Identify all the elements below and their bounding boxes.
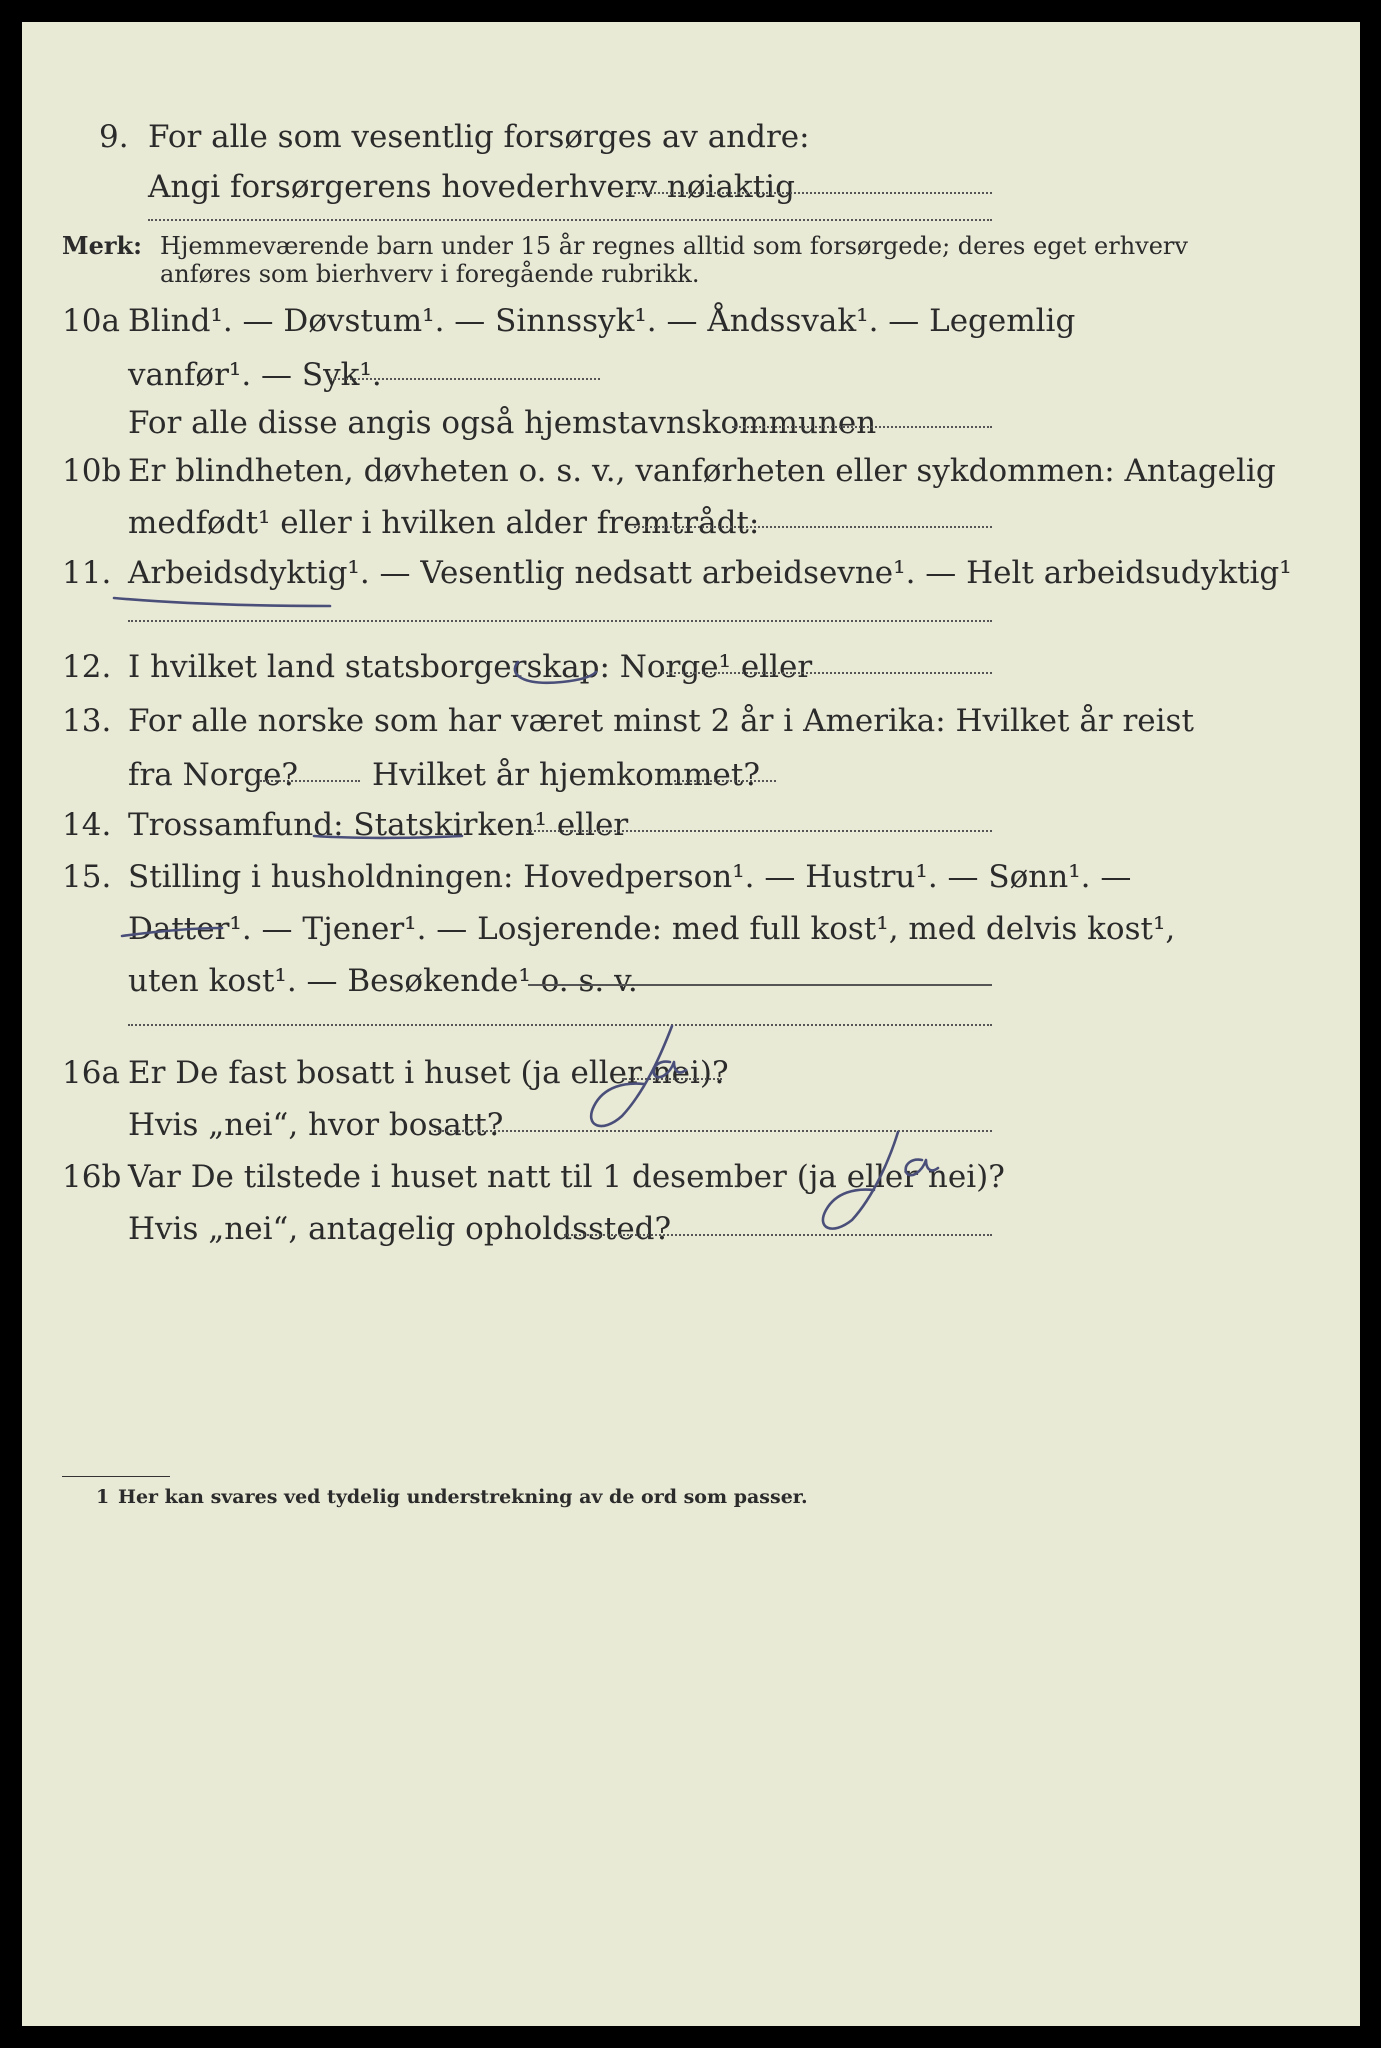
q9-answer-line-2	[148, 219, 992, 221]
q11-answer-line	[128, 620, 992, 622]
q11-number: 11.	[62, 555, 112, 591]
q12-line1: I hvilket land statsborgerskap: Norge¹ eller	[128, 649, 813, 685]
q13-line2a: fra Norge?	[128, 757, 299, 793]
q9-line1: For alle som vesentlig forsørges av andre:	[148, 119, 810, 155]
merk-line2: anføres som bierhverv i foregående rubrikk.	[160, 260, 700, 288]
merk-line1: Hjemmeværende barn under 15 år regnes alltid som forsørgede; deres eget erhverv	[160, 232, 1188, 260]
q16b-line1: Var De tilstede i huset natt til 1 desember (ja eller nei)?	[128, 1159, 1005, 1195]
q13-line2b: Hvilket år hjemkommet?	[372, 757, 760, 793]
q10a-number: 10a	[62, 303, 120, 339]
underline-arbeidsdyktig	[114, 598, 330, 606]
q16a-line1: Er De fast bosatt i huset (ja eller nei)?	[128, 1055, 729, 1091]
q10a-answer-line	[330, 378, 600, 380]
q9-number: 9.	[99, 119, 129, 155]
q10a-line3: For alle disse angis også hjemstavnskommunen	[128, 405, 877, 441]
q16b-line2: Hvis „nei“, antagelig opholdssted?	[128, 1211, 672, 1247]
merk-label: Merk:	[62, 231, 142, 260]
q11-line1: Arbeidsdyktig¹. — Vesentlig nedsatt arbeidsevne¹. — Helt arbeidsudyktig¹	[128, 555, 1292, 591]
q16b-number: 16b	[62, 1159, 122, 1195]
q13-hjemkommet-line	[674, 780, 776, 782]
footnote-mark: 1	[96, 1486, 110, 1508]
q10a-hjemstavn-line	[732, 426, 992, 428]
q10b-number: 10b	[62, 453, 122, 489]
q16a-bosatt-line	[434, 1130, 992, 1132]
q15-answer-line-2	[128, 1024, 992, 1026]
q13-number: 13.	[62, 703, 112, 739]
q16a-number: 16a	[62, 1055, 120, 1091]
q16b-opholdssted-line	[564, 1234, 992, 1236]
census-form-page	[22, 22, 1360, 2026]
q12-number: 12.	[62, 649, 112, 685]
q13-reist-line	[260, 780, 360, 782]
q15-number: 15.	[62, 859, 112, 895]
q10b-answer-line	[634, 526, 992, 528]
q15-line2: Datter¹. — Tjener¹. — Losjerende: med full kost¹, med delvis kost¹,	[128, 911, 1176, 947]
q15-answer-line	[528, 984, 992, 986]
q14-line1: Trossamfund: Statskirken¹ eller	[128, 807, 629, 843]
q9-line2: Angi forsørgerens hovederhverv nøiaktig	[148, 169, 795, 205]
q14-number: 14.	[62, 807, 112, 843]
q16a-answer-line	[622, 1078, 722, 1080]
footnote-text: Her kan svares ved tydelig understrekning av de ord som passer.	[118, 1486, 808, 1508]
q10a-line1: Blind¹. — Døvstum¹. — Sinnssyk¹. — Åndssvak¹. — Legemlig	[128, 303, 1076, 339]
q13-line1: For alle norske som har været minst 2 år i Amerika: Hvilket år reist	[128, 703, 1194, 739]
q10a-line2: vanfør¹. — Syk¹.	[128, 357, 382, 393]
q9-answer-line	[626, 192, 992, 194]
footnote-rule	[62, 1476, 170, 1477]
q15-line3: uten kost¹. — Besøkende¹ o. s. v.	[128, 963, 638, 999]
q14-answer-line	[527, 830, 992, 832]
q10b-line2: medfødt¹ eller i hvilken alder fremtrådt:	[128, 505, 760, 541]
q15-line1: Stilling i husholdningen: Hovedperson¹. — Hustru¹. — Sønn¹. —	[128, 859, 1132, 895]
q10b-line1: Er blindheten, døvheten o. s. v., vanførheten eller sykdommen: Antagelig	[128, 453, 1276, 489]
q12-answer-line	[662, 672, 992, 674]
q16a-line2: Hvis „nei“, hvor bosatt?	[128, 1107, 504, 1143]
